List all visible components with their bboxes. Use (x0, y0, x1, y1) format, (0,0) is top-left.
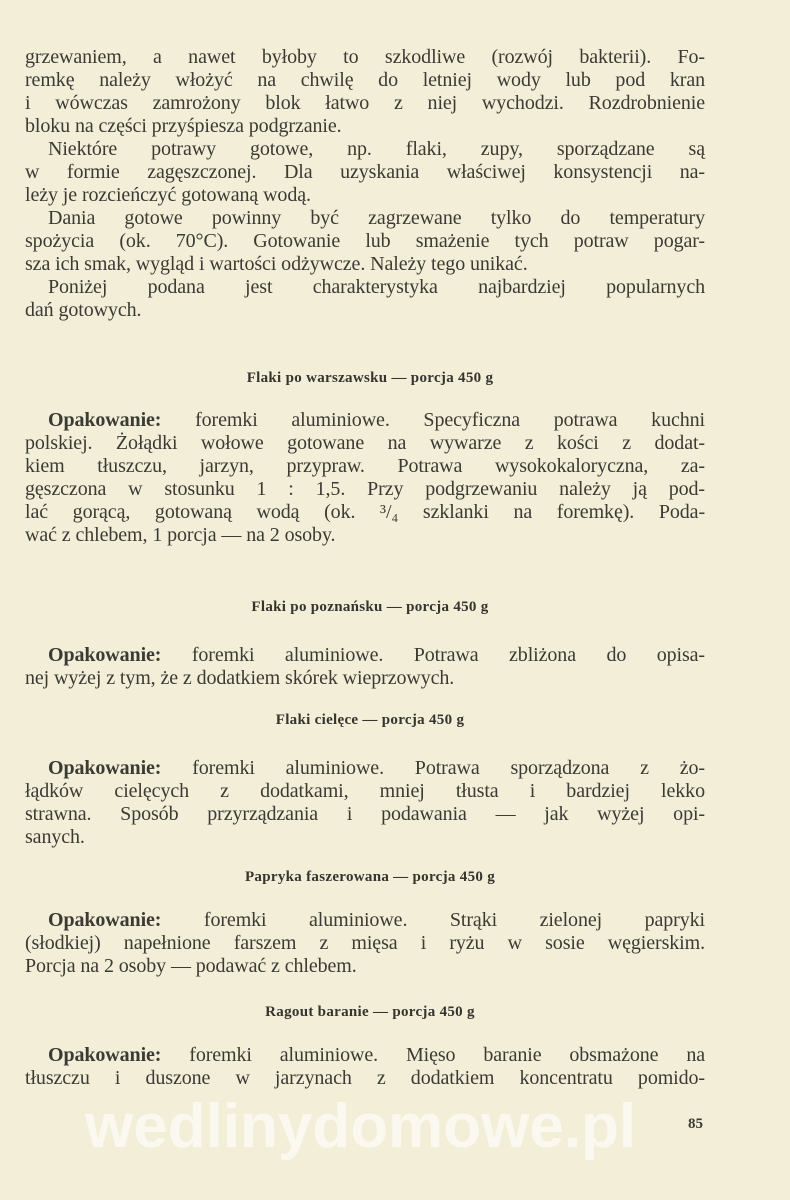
section-heading: Ragout baranie — porcja 450 g (265, 1004, 475, 1020)
packaging-label: Opakowanie: (48, 757, 162, 779)
text-line: sanych. (25, 826, 85, 848)
packaging-label: Opakowanie: (48, 909, 162, 931)
text-line: Niektóre potrawy gotowe, np. flaki, zupy, sporządzane są (48, 138, 705, 160)
text-line: gęszczona w stosunku 1 : 1,5. Przy podgrzewaniu należy ją pod- (25, 478, 705, 500)
text-run: foremki aluminiowe. Mięso baranie obsmażone na (161, 1044, 705, 1066)
text-line: kiem tłuszczu, jarzyn, przypraw. Potrawa wysokokaloryczna, za- (25, 455, 705, 477)
text-line: w formie zagęszczonej. Dla uzyskania właściwej konsystencji na- (25, 161, 705, 183)
text-line (48, 644, 705, 667)
text-run: foremki aluminiowe. Specyficzna potrawa kuchni (161, 409, 705, 431)
watermark: wedlinydomowe.pl (85, 1092, 637, 1161)
section-heading: Papryka faszerowana — porcja 450 g (244, 869, 496, 885)
section-heading: Flaki po warszawsku — porcja 450 g (246, 370, 494, 386)
section-heading: Flaki cielęce — porcja 450 g (275, 712, 465, 728)
text-line: wać z chlebem, 1 porcja — na 2 osoby. (25, 524, 336, 546)
text-line: remkę należy włożyć na chwilę do letniej wody lub pod kran (25, 69, 705, 91)
text-line (48, 1044, 705, 1067)
text-line: bloku na części przyśpiesza podgrzanie. (25, 115, 342, 137)
text-line (48, 909, 705, 932)
text-line: Dania gotowe powinny być zagrzewane tylko do temperatury (48, 207, 705, 229)
text-line (48, 757, 705, 780)
text-run: foremki aluminiowe. Strąki zielonej papryki (161, 909, 705, 931)
text-line: (słodkiej) napełnione farszem z mięsa i ryżu w sosie węgierskim. (25, 932, 705, 954)
text-line: Porcja na 2 osoby — podawać z chlebem. (25, 955, 357, 977)
text-line: sza ich smak, wygląd i wartości odżywcze. Należy tego unikać. (25, 253, 528, 275)
text-line: i wówczas zamrożony blok łatwo z niej wychodzi. Rozdrobnienie (25, 92, 705, 114)
section-heading: Flaki po poznańsku — porcja 450 g (251, 599, 489, 615)
page-number: 85 (688, 1116, 703, 1132)
text-line: łądków cielęcych z dodatkami, mniej tłusta i bardziej lekko (25, 780, 705, 802)
text-line: leży je rozcieńczyć gotowaną wodą. (25, 184, 311, 206)
text-line: strawna. Sposób przyrządzania i podawania — jak wyżej opi- (25, 803, 705, 825)
text-line: Poniżej podana jest charakterystyka najbardziej popularnych (48, 276, 705, 298)
packaging-label: Opakowanie: (48, 1044, 162, 1066)
text-line (48, 409, 705, 432)
text-line: grzewaniem, a nawet byłoby to szkodliwe (rozwój bakterii). Fo- (25, 46, 705, 68)
text-line: nej wyżej z tym, że z dodatkiem skórek wieprzowych. (25, 667, 455, 689)
text-line: lać gorącą, gotowaną wodą (ok. ³/₄ szklanki na foremkę). Poda- (25, 501, 705, 523)
text-run: foremki aluminiowe. Potrawa sporządzona z żo- (161, 757, 705, 779)
packaging-label: Opakowanie: (48, 644, 162, 666)
text-line: tłuszczu i duszone w jarzynach z dodatkiem koncentratu pomido- (25, 1067, 705, 1089)
text-line: polskiej. Żołądki wołowe gotowane na wywarze z kości z dodat- (25, 432, 705, 454)
text-run: foremki aluminiowe. Potrawa zbliżona do opisa- (161, 644, 705, 666)
text-line: dań gotowych. (25, 299, 142, 321)
text-line: spożycia (ok. 70°C). Gotowanie lub smażenie tych potraw pogar- (25, 230, 705, 252)
packaging-label: Opakowanie: (48, 409, 162, 431)
